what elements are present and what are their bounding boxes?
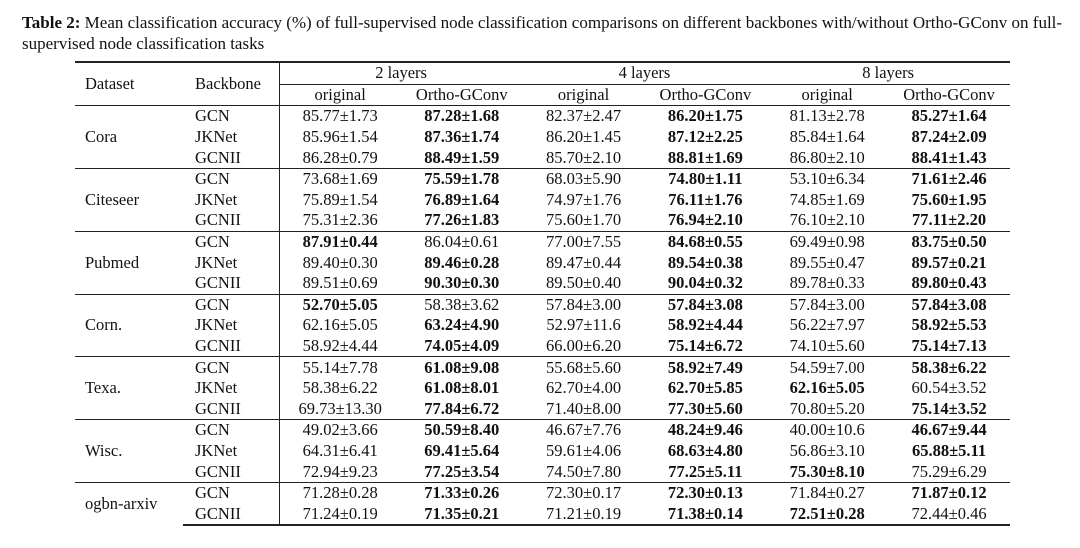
value-cell: 62.16±5.05 bbox=[279, 315, 401, 336]
table-row bbox=[75, 106, 1010, 127]
backbone-cell: JKNet bbox=[195, 127, 238, 147]
table-body bbox=[75, 106, 1010, 525]
value-cell: 70.80±5.20 bbox=[789, 398, 865, 418]
value-cell: 71.35±0.21 bbox=[401, 503, 523, 525]
value-cell: 68.03±5.90 bbox=[523, 168, 645, 189]
value-cell: 60.54±3.52 bbox=[911, 378, 987, 398]
value-cell: 87.91±0.44 bbox=[279, 231, 401, 252]
value-cell: 75.29±6.29 bbox=[911, 461, 987, 481]
value-cell: 58.92±4.44 bbox=[667, 315, 743, 335]
dataset-cell: Texa. bbox=[75, 357, 183, 420]
value-cell: 65.88±5.11 bbox=[911, 440, 987, 460]
value-cell: 59.61±4.06 bbox=[546, 440, 622, 460]
table-row bbox=[75, 147, 1010, 168]
value-cell: 74.85±1.69 bbox=[789, 189, 865, 209]
table-row bbox=[75, 378, 1010, 399]
table-row bbox=[75, 252, 1010, 273]
value-cell: 84.68±0.55 bbox=[644, 231, 766, 252]
value-cell: 74.50±7.80 bbox=[546, 461, 622, 481]
value-cell: 85.27±1.64 bbox=[888, 106, 1010, 127]
value-cell: 86.20±1.75 bbox=[644, 106, 766, 127]
backbone-cell: GCNII bbox=[195, 461, 241, 481]
value-cell: 75.89±1.54 bbox=[279, 190, 401, 211]
value-cell: 77.11±2.20 bbox=[911, 210, 987, 230]
backbone-cell: GCNII bbox=[183, 503, 279, 525]
value-cell: 89.47±0.44 bbox=[546, 252, 622, 272]
value-cell: 72.51±0.28 bbox=[766, 503, 888, 525]
backbone-cell: JKNet bbox=[195, 440, 238, 460]
header-dataset: Dataset bbox=[75, 62, 183, 106]
value-cell: 88.81±1.69 bbox=[667, 147, 743, 167]
value-cell: 89.57±0.21 bbox=[911, 252, 987, 272]
backbone-cell: GCN bbox=[183, 168, 279, 189]
value-cell: 87.36±1.74 bbox=[424, 127, 500, 147]
value-cell: 71.38±0.14 bbox=[644, 503, 766, 525]
value-cell: 89.51±0.69 bbox=[279, 273, 401, 294]
dataset-cell: Wisc. bbox=[75, 420, 183, 483]
value-cell: 81.13±2.78 bbox=[766, 106, 888, 127]
value-cell: 76.89±1.64 bbox=[424, 189, 500, 209]
value-cell: 55.68±5.60 bbox=[523, 357, 645, 378]
value-cell: 58.92±7.49 bbox=[644, 357, 766, 378]
value-cell: 62.70±5.85 bbox=[667, 378, 743, 398]
value-cell: 90.30±0.30 bbox=[424, 273, 500, 293]
value-cell: 71.40±8.00 bbox=[546, 398, 622, 418]
backbone-cell: JKNet bbox=[195, 189, 238, 209]
value-cell: 71.61±2.46 bbox=[888, 168, 1010, 189]
value-cell: 52.70±5.05 bbox=[279, 294, 401, 315]
caption-text: Mean classification accuracy (%) of full-supervised node classification comparisons on different backbones with/without Ortho-GConv on full-supervised node classification tasks bbox=[22, 13, 1063, 53]
value-cell: 71.33±0.26 bbox=[401, 482, 523, 503]
value-cell: 69.49±0.98 bbox=[766, 231, 888, 252]
value-cell: 85.84±1.64 bbox=[789, 127, 865, 147]
backbone-cell: GCNII bbox=[195, 147, 241, 167]
value-cell: 87.28±1.68 bbox=[401, 106, 523, 127]
table-row bbox=[75, 482, 1010, 503]
backbone-cell: GCN bbox=[183, 482, 279, 503]
backbone-cell: GCN bbox=[183, 357, 279, 378]
backbone-cell: GCNII bbox=[195, 398, 241, 418]
value-cell: 76.10±2.10 bbox=[789, 210, 865, 230]
value-cell: 69.41±5.64 bbox=[424, 440, 500, 460]
value-cell: 77.84±6.72 bbox=[424, 398, 500, 418]
results-table bbox=[75, 61, 1010, 526]
value-cell: 90.04±0.32 bbox=[667, 273, 743, 293]
value-cell: 69.73±13.30 bbox=[279, 399, 401, 420]
value-cell: 48.24±9.46 bbox=[644, 420, 766, 441]
value-cell: 74.80±1.11 bbox=[644, 168, 766, 189]
table-row bbox=[75, 190, 1010, 211]
value-cell: 72.30±0.13 bbox=[644, 482, 766, 503]
value-cell: 74.05±4.09 bbox=[424, 336, 500, 356]
header-subcol: original bbox=[766, 84, 888, 106]
value-cell: 87.24±2.09 bbox=[911, 127, 987, 147]
dataset-cell: ogbn-arxiv bbox=[75, 482, 183, 525]
value-cell: 62.70±4.00 bbox=[546, 378, 622, 398]
value-cell: 89.78±0.33 bbox=[789, 273, 865, 293]
value-cell: 87.12±2.25 bbox=[667, 127, 743, 147]
backbone-cell: JKNet bbox=[195, 315, 238, 335]
value-cell: 72.30±0.17 bbox=[523, 482, 645, 503]
dataset-cell: Pubmed bbox=[75, 231, 183, 294]
value-cell: 40.00±10.6 bbox=[766, 420, 888, 441]
header-subcol: original bbox=[279, 84, 401, 106]
value-cell: 77.30±5.60 bbox=[667, 398, 743, 418]
value-cell: 58.38±3.62 bbox=[401, 294, 523, 315]
value-cell: 75.14±6.72 bbox=[667, 336, 743, 356]
value-cell: 75.31±2.36 bbox=[279, 210, 401, 231]
table-row bbox=[75, 503, 1010, 525]
header-subcol: Ortho-GConv bbox=[888, 84, 1010, 106]
value-cell: 83.75±0.50 bbox=[888, 231, 1010, 252]
table-row bbox=[75, 168, 1010, 189]
value-cell: 53.10±6.34 bbox=[766, 168, 888, 189]
value-cell: 86.20±1.45 bbox=[546, 127, 622, 147]
backbone-cell: JKNet bbox=[195, 378, 238, 398]
value-cell: 72.44±0.46 bbox=[888, 503, 1010, 525]
value-cell: 77.25±3.54 bbox=[424, 461, 500, 481]
value-cell: 75.60±1.95 bbox=[911, 189, 987, 209]
value-cell: 50.59±8.40 bbox=[401, 420, 523, 441]
backbone-cell: GCN bbox=[183, 231, 279, 252]
value-cell: 57.84±3.08 bbox=[644, 294, 766, 315]
backbone-cell: GCN bbox=[183, 294, 279, 315]
value-cell: 57.84±3.00 bbox=[523, 294, 645, 315]
backbone-cell: GCN bbox=[183, 106, 279, 127]
value-cell: 82.37±2.47 bbox=[523, 106, 645, 127]
table-row bbox=[75, 336, 1010, 357]
value-cell: 49.02±3.66 bbox=[279, 420, 401, 441]
value-cell: 86.04±0.61 bbox=[401, 231, 523, 252]
value-cell: 56.86±3.10 bbox=[789, 440, 865, 460]
table-row bbox=[75, 315, 1010, 336]
table-row bbox=[75, 127, 1010, 148]
value-cell: 75.30±8.10 bbox=[789, 461, 865, 481]
table-row bbox=[75, 399, 1010, 420]
value-cell: 75.59±1.78 bbox=[401, 168, 523, 189]
value-cell: 89.54±0.38 bbox=[667, 252, 743, 272]
value-cell: 76.11±1.76 bbox=[668, 189, 743, 209]
value-cell: 58.38±6.22 bbox=[279, 378, 401, 399]
caption-label: Table 2: bbox=[22, 13, 81, 32]
value-cell: 66.00±6.20 bbox=[546, 336, 622, 356]
value-cell: 74.10±5.60 bbox=[789, 336, 865, 356]
value-cell: 89.40±0.30 bbox=[279, 252, 401, 273]
backbone-cell: GCNII bbox=[195, 210, 241, 230]
value-cell: 85.77±1.73 bbox=[279, 106, 401, 127]
value-cell: 88.41±1.43 bbox=[911, 147, 987, 167]
value-cell: 85.70±2.10 bbox=[546, 147, 622, 167]
value-cell: 52.97±11.6 bbox=[546, 315, 621, 335]
value-cell: 71.87±0.12 bbox=[888, 482, 1010, 503]
table-row bbox=[75, 441, 1010, 462]
value-cell: 71.21±0.19 bbox=[523, 503, 645, 525]
backbone-cell: GCNII bbox=[195, 336, 241, 356]
value-cell: 89.46±0.28 bbox=[424, 252, 500, 272]
value-cell: 89.50±0.40 bbox=[546, 273, 622, 293]
value-cell: 89.55±0.47 bbox=[789, 252, 865, 272]
value-cell: 77.25±5.11 bbox=[668, 461, 743, 481]
value-cell: 71.24±0.19 bbox=[279, 503, 401, 525]
value-cell: 77.26±1.83 bbox=[424, 210, 500, 230]
value-cell: 73.68±1.69 bbox=[279, 168, 401, 189]
value-cell: 55.14±7.78 bbox=[279, 357, 401, 378]
value-cell: 58.92±5.53 bbox=[911, 315, 987, 335]
value-cell: 58.38±6.22 bbox=[888, 357, 1010, 378]
value-cell: 76.94±2.10 bbox=[667, 210, 743, 230]
table-row bbox=[75, 461, 1010, 482]
backbone-cell: GCNII bbox=[195, 273, 241, 293]
table-row bbox=[75, 231, 1010, 252]
value-cell: 61.08±9.08 bbox=[401, 357, 523, 378]
value-cell: 86.28±0.79 bbox=[279, 147, 401, 168]
value-cell: 86.80±2.10 bbox=[789, 147, 865, 167]
header-subcol: original bbox=[523, 84, 645, 106]
value-cell: 58.92±4.44 bbox=[279, 336, 401, 357]
dataset-cell: Corn. bbox=[75, 294, 183, 357]
value-cell: 56.22±7.97 bbox=[789, 315, 865, 335]
dataset-cell: Cora bbox=[75, 106, 183, 169]
value-cell: 85.96±1.54 bbox=[279, 127, 401, 148]
value-cell: 71.28±0.28 bbox=[279, 482, 401, 503]
value-cell: 72.94±9.23 bbox=[279, 461, 401, 482]
table-row bbox=[75, 210, 1010, 231]
header-backbone: Backbone bbox=[183, 62, 279, 106]
value-cell: 74.97±1.76 bbox=[546, 189, 622, 209]
value-cell: 89.80±0.43 bbox=[911, 273, 987, 293]
value-cell: 71.84±0.27 bbox=[766, 482, 888, 503]
table-row bbox=[75, 294, 1010, 315]
header-group-2-layers: 2 layers bbox=[279, 62, 523, 84]
header-group-4-layers: 4 layers bbox=[523, 62, 767, 84]
table-row bbox=[75, 420, 1010, 441]
backbone-cell: JKNet bbox=[195, 252, 238, 272]
value-cell: 62.16±5.05 bbox=[789, 378, 865, 398]
value-cell: 57.84±3.00 bbox=[766, 294, 888, 315]
header-subcol: Ortho-GConv bbox=[401, 84, 523, 106]
value-cell: 77.00±7.55 bbox=[523, 231, 645, 252]
value-cell: 46.67±7.76 bbox=[523, 420, 645, 441]
value-cell: 54.59±7.00 bbox=[766, 357, 888, 378]
table-row bbox=[75, 357, 1010, 378]
value-cell: 57.84±3.08 bbox=[888, 294, 1010, 315]
value-cell: 75.60±1.70 bbox=[546, 210, 622, 230]
value-cell: 88.49±1.59 bbox=[424, 147, 500, 167]
dataset-cell: Citeseer bbox=[75, 168, 183, 231]
table-row bbox=[75, 273, 1010, 294]
value-cell: 68.63±4.80 bbox=[667, 440, 743, 460]
value-cell: 64.31±6.41 bbox=[279, 441, 401, 462]
value-cell: 75.14±3.52 bbox=[911, 398, 987, 418]
value-cell: 75.14±7.13 bbox=[911, 336, 987, 356]
value-cell: 61.08±8.01 bbox=[424, 378, 500, 398]
value-cell: 46.67±9.44 bbox=[888, 420, 1010, 441]
backbone-cell: GCN bbox=[183, 420, 279, 441]
table-caption bbox=[22, 12, 1072, 54]
header-group-8-layers: 8 layers bbox=[766, 62, 1010, 84]
header-subcol: Ortho-GConv bbox=[644, 84, 766, 106]
value-cell: 63.24±4.90 bbox=[424, 315, 500, 335]
